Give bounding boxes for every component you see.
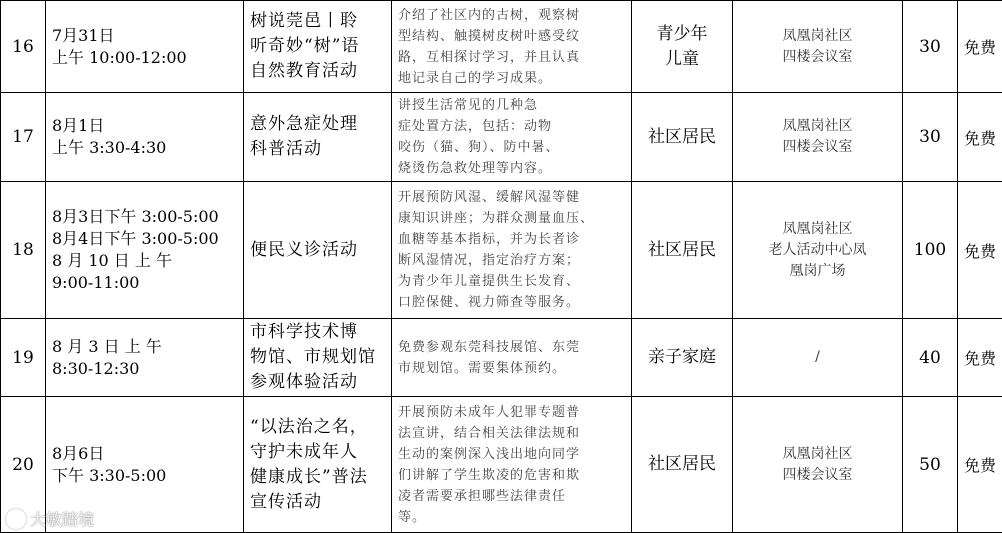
activity-time [46, 1, 244, 93]
activity-time [46, 319, 244, 397]
watermark-text: 大敏踏境 [30, 507, 94, 530]
activity-description-line: 凌者需要承担哪些法律责任 [398, 486, 625, 507]
target-audience-line: 社区居民 [638, 238, 726, 263]
activity-time [46, 182, 244, 319]
activity-name-line: 参观体验活动 [250, 370, 385, 395]
activity-venue-line: 凤凰岗社区 [739, 444, 896, 465]
row-number: 18 [1, 182, 46, 319]
activity-time-line: 8 月 3 日 上 午 [52, 336, 237, 358]
activity-name-line: 意外急症处理 [250, 112, 385, 137]
activity-description [392, 1, 632, 93]
participant-count: 30 [903, 1, 958, 93]
activity-description-line: 免费参观东莞科技展馆、东莞 [398, 337, 625, 358]
activity-time-line: 8月4日下午 3:00-5:00 [52, 228, 237, 250]
activity-venue-line: 老人活动中心凤 [739, 240, 896, 261]
activity-description-line: 生动的案例深入浅出地向同学 [398, 444, 625, 465]
activity-description-line: 开展预防风湿、缓解风湿等健 [398, 187, 625, 208]
activity-description-line: 咬伤（猫、狗）、防中暑、 [398, 137, 625, 158]
target-audience-line: 儿童 [638, 47, 726, 72]
target-audience-line: 社区居民 [638, 125, 726, 150]
watermark [6, 507, 94, 530]
row-number: 20 [1, 397, 46, 533]
activity-description-line: 口腔保健、视力筛查等服务。 [398, 292, 625, 313]
activity-time-line: 上午 3:30-4:30 [52, 137, 237, 159]
activity-name-line: 守护未成年人 [250, 440, 385, 465]
activity-time-line: 8月1日 [52, 115, 237, 137]
row-number: 19 [1, 319, 46, 397]
activity-description-line: 血糖等基本指标，并为长者诊 [398, 229, 625, 250]
activity-name-line: 听奇妙“树”语 [250, 34, 385, 59]
activity-venue [733, 397, 903, 533]
activity-venue [733, 182, 903, 319]
participant-count: 40 [903, 319, 958, 397]
activity-description-line: 介绍了社区内的古树，观察树 [398, 5, 625, 26]
activity-description-line: 讲授生活常见的几种急 [398, 95, 625, 116]
table-row [1, 1, 1002, 93]
target-audience [632, 397, 733, 533]
activity-name [244, 93, 392, 182]
activity-name-line: 健康成长”普法 [250, 465, 385, 490]
activity-time-line: 7月31日 [52, 25, 237, 47]
activity-description-line: 市规划馆。需要集体预约。 [398, 358, 625, 379]
activity-venue-line: 凰岗广场 [739, 261, 896, 282]
target-audience-line: 青少年 [638, 22, 726, 47]
activity-description-line: 等。 [398, 507, 625, 528]
activity-description-line: 路，互相探讨学习，并且认真 [398, 47, 625, 68]
activity-fee: 免费 [958, 319, 1002, 397]
activity-name-line: “以法治之名， [250, 415, 385, 440]
table-body [1, 1, 1002, 533]
target-audience-line: 亲子家庭 [638, 345, 726, 370]
activity-name [244, 319, 392, 397]
table-row [1, 93, 1002, 182]
activity-fee: 免费 [958, 397, 1002, 533]
activity-description-line: 断风湿情况，指定治疗方案； [398, 250, 625, 271]
activity-description-line: 烧烫伤急救处理等内容。 [398, 158, 625, 179]
activity-name-line: 宣传活动 [250, 490, 385, 515]
activity-description [392, 182, 632, 319]
activity-description [392, 397, 632, 533]
activity-venue-line: 凤凰岗社区 [739, 116, 896, 137]
activity-name-line: 自然教育活动 [250, 59, 385, 84]
target-audience [632, 1, 733, 93]
activity-name-line: 市科学技术博 [250, 320, 385, 345]
participant-count: 30 [903, 93, 958, 182]
activity-description-line: 们讲解了学生欺凌的危害和欺 [398, 465, 625, 486]
activity-time-line: 8月6日 [52, 443, 237, 465]
activity-description [392, 319, 632, 397]
activity-name-line: 科普活动 [250, 137, 385, 162]
watermark-logo-icon [6, 509, 26, 529]
activity-time-line: 8 月 10 日 上 午 [52, 250, 237, 272]
activity-venue-line: 凤凰岗社区 [739, 219, 896, 240]
activity-name-line: 便民义诊活动 [250, 238, 385, 263]
activity-time-line: 上午 10:00-12:00 [52, 47, 237, 69]
activity-description-line: 康知识讲座；为群众测量血压、 [398, 208, 625, 229]
row-number: 17 [1, 93, 46, 182]
row-number: 16 [1, 1, 46, 93]
activity-time-line: 8:30-12:30 [52, 358, 237, 380]
activity-venue-line: 凤凰岗社区 [739, 26, 896, 47]
activity-description-line: 为青少年儿童提供生长发育、 [398, 271, 625, 292]
activity-description-line: 型结构、触摸树皮树叶感受纹 [398, 26, 625, 47]
participant-count: 100 [903, 182, 958, 319]
activity-time-line: 9:00-11:00 [52, 272, 237, 294]
activity-venue-line: 四楼会议室 [739, 47, 896, 68]
activity-description-line: 法宣讲，结合相关法律法规和 [398, 423, 625, 444]
activity-fee: 免费 [958, 1, 1002, 93]
activity-venue-line: 四楼会议室 [739, 137, 896, 158]
target-audience [632, 93, 733, 182]
activity-description-line: 地记录自己的学习成果。 [398, 68, 625, 89]
participant-count: 50 [903, 397, 958, 533]
activity-name-line: 物馆、市规划馆 [250, 345, 385, 370]
activity-time-line: 下午 3:30-5:00 [52, 465, 237, 487]
activity-name [244, 1, 392, 93]
table-row [1, 397, 1002, 533]
activity-fee: 免费 [958, 93, 1002, 182]
target-audience-line: 社区居民 [638, 452, 726, 477]
activity-name-line: 树说莞邑丨聆 [250, 9, 385, 34]
table-row [1, 182, 1002, 319]
activity-description [392, 93, 632, 182]
activity-venue [733, 93, 903, 182]
activity-name [244, 182, 392, 319]
activity-venue-line: 四楼会议室 [739, 465, 896, 486]
activity-name [244, 397, 392, 533]
activity-venue-line: / [739, 347, 896, 368]
activity-time [46, 93, 244, 182]
activity-description-line: 开展预防未成年人犯罪专题普 [398, 402, 625, 423]
activity-fee: 免费 [958, 182, 1002, 319]
activity-venue [733, 319, 903, 397]
table-row [1, 319, 1002, 397]
target-audience [632, 182, 733, 319]
activity-description-line: 症处置方法，包括：动物 [398, 116, 625, 137]
activity-venue [733, 1, 903, 93]
target-audience [632, 319, 733, 397]
activity-time-line: 8月3日下午 3:00-5:00 [52, 206, 237, 228]
